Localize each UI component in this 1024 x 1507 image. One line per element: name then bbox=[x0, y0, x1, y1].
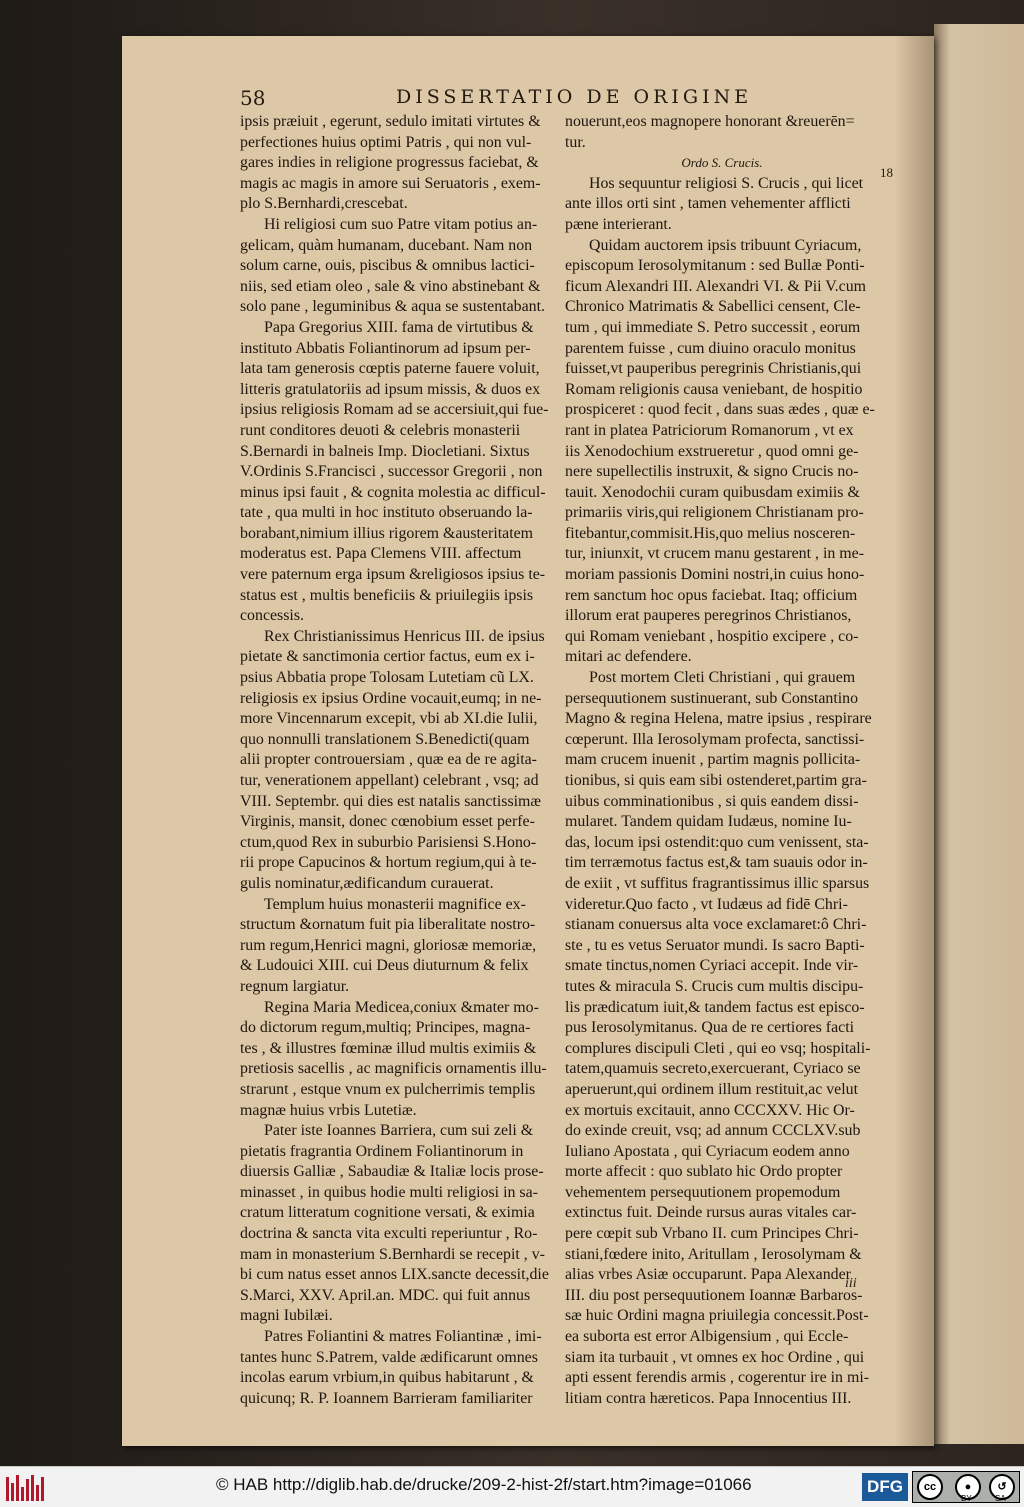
text-line: vehementem persequutionem propemodum bbox=[565, 1183, 841, 1201]
text-line: plo S.Bernhardi,crescebat. bbox=[240, 195, 408, 213]
share-alike-icon: ↺ bbox=[989, 1474, 1015, 1500]
text-line: Templum huius monasterii magnifice ex- bbox=[264, 895, 526, 913]
text-line: & Ludouici XIII. cui Deus diuturnum & felix bbox=[240, 957, 529, 975]
text-line: tes , & illustres fœminæ illud multis eximiis & bbox=[240, 1039, 537, 1057]
text-line: borabant,nimium illius rigorem &austeritatem bbox=[240, 524, 534, 542]
text-line: strarunt , estque vnum ex pulcherrimis templis bbox=[240, 1080, 536, 1098]
text-line: perfectiones huius optimi Patris , qui non vul- bbox=[240, 133, 532, 151]
text-line: alii propter controuersiam , quæ ea de re agita- bbox=[240, 751, 537, 769]
viewer-footer bbox=[0, 1466, 1024, 1507]
text-line: Magno & regina Helena, matre ipsius , respirare bbox=[565, 710, 872, 728]
text-line: gulis nominatur,ædificandum curauerat. bbox=[240, 874, 494, 892]
text-line: diuersis Galliæ , Sabaudiæ & Italiæ locis prose- bbox=[240, 1163, 544, 1181]
text-line: cœperunt. Illa Ierosolymam profecta, sanctissi- bbox=[565, 730, 865, 748]
text-line: cratum litteratum cognitione versati, & eximia bbox=[240, 1204, 535, 1222]
text-line: magnæ huius vrbis Lutetiæ. bbox=[240, 1101, 417, 1119]
text-line: Rex Christianissimus Henricus III. de ipsius bbox=[264, 627, 545, 645]
text-line: instituto Abbatis Foliantinorum ad ipsum per- bbox=[240, 339, 531, 357]
text-line: ipsius religiosis Romam ad se accersiuit,qui fue- bbox=[240, 401, 549, 419]
text-line: gares indies in religione progressus faciebat, & bbox=[240, 154, 539, 172]
text-line: alias vrbes Asiæ occuparunt. Papa Alexander bbox=[565, 1266, 851, 1284]
margin-note: 18 bbox=[880, 165, 893, 180]
text-line: stiani,fœdere inito, Aritullam , Ierosolymam & bbox=[565, 1245, 862, 1263]
text-line: illorum erat pauperes peregrinos Christianos, bbox=[565, 607, 852, 625]
hab-logo-icon bbox=[6, 1473, 46, 1501]
text-line: smate tinctus,nomen Cyriaci accepit. Inde vir- bbox=[565, 957, 859, 975]
text-line: Chronico Matrimatis & Sabellici censent, Cle- bbox=[565, 298, 861, 316]
text-line: nere supellectilis instruxit, & signo Crucis no- bbox=[565, 463, 859, 481]
text-line: morte affecit : quo sublato hic Ordo propter bbox=[565, 1163, 843, 1181]
page-number: 58 bbox=[240, 86, 266, 110]
text-line: ipsis præiuit , egerunt, sedulo imitati virtutes & bbox=[240, 113, 541, 130]
text-line: solum carne, ouis, piscibus & omnibus lactici- bbox=[240, 257, 535, 275]
text-line: incolas earum vrbium,in quibus habitarunt , & bbox=[240, 1369, 534, 1387]
text-line: de exiit , vt suffitus fragrantissimus illic sparsus bbox=[565, 874, 870, 892]
text-line: rem sanctum hoc opus faciebat. Itaq; officium bbox=[565, 586, 858, 604]
text-line: vere paternum erga ipsum &religiosos ipsius te- bbox=[240, 566, 546, 584]
text-line: tim terræmotus factus est,& tam suauis odor in- bbox=[565, 854, 868, 872]
text-line: Iuliano Apostata , qui Cyriacum eodem anno bbox=[565, 1142, 850, 1160]
text-line: extinctus fuit. Deinde rursus auras vitales car- bbox=[565, 1204, 857, 1222]
text-line: complures discipuli Cleti , qui eo vsq; hospitali- bbox=[565, 1039, 871, 1057]
text-line: Quidam auctorem ipsis tribuunt Cyriacum, bbox=[589, 236, 862, 254]
text-line: structum &ornatum fuit pia liberalitate nostro- bbox=[240, 916, 536, 934]
citation-link[interactable]: © HAB http://diglib.hab.de/drucke/209-2-hist-2f/start.htm?image=01066 bbox=[216, 1475, 752, 1494]
text-line: pretiosis sacellis , ac magnificis ornamentis illu- bbox=[240, 1060, 547, 1078]
text-line: episcopum Ierosolymitanum : sed Bullæ Ponti- bbox=[565, 257, 865, 275]
text-line: tur. bbox=[565, 133, 586, 151]
text-line: mam crucem inuenit , partim magnis pollicita- bbox=[565, 751, 861, 769]
text-line: ficum Alexandri III. Alexandri VI. & Pii V.cum bbox=[565, 277, 866, 295]
text-line: psius Abbatia prope Tolosam Lutetiam cũ LX. bbox=[240, 669, 534, 687]
text-line: tionibus, si quis eam sibi ostenderet,partim gra- bbox=[565, 772, 867, 789]
text-line: tum , qui immediate S. Petro successit , eorum bbox=[565, 318, 861, 336]
text-line: uibus comminationibus , si quis eandem dissi- bbox=[565, 792, 859, 810]
text-line: videretur.Quo facto , vt Iudæus ad fidē Chri- bbox=[565, 895, 848, 913]
by-attribution-icon: ● bbox=[955, 1474, 981, 1500]
text-line: siam ita turbauit , vt omnes ex hoc Ordine , qui bbox=[565, 1348, 865, 1366]
text-line: Post mortem Cleti Christiani , qui grauem bbox=[589, 669, 856, 687]
text-line: aperuerunt,qui ordinem illum restituit,ac velut bbox=[565, 1080, 859, 1098]
text-line: bi cum natus esset annos LIX.sancte decessit,die bbox=[240, 1266, 549, 1284]
text-line: litteris gratulatoriis ad ipsum missis, & duos ex bbox=[240, 380, 541, 398]
text-line: Pater iste Ioannes Barriera, cum sui zeli & bbox=[264, 1122, 534, 1140]
text-line: quicunq; R. P. Ioannem Barrieram familiariter bbox=[240, 1389, 533, 1407]
text-line: niis, sed etiam oleo , sale & vino abstinebant & bbox=[240, 277, 541, 295]
text-line: mitari ac defendere. bbox=[565, 648, 692, 666]
text-line: iis Xenodochium exstrueretur , quod omni ge- bbox=[565, 442, 859, 460]
text-line: regnum largiatur. bbox=[240, 977, 350, 995]
text-line: ex mortuis excitauit, anno CCCXXV. Hic Or- bbox=[565, 1101, 855, 1119]
text-line: pietate & sanctimonia certior factus, eum ex i- bbox=[240, 648, 535, 666]
text-line: V.Ordinis S.Francisci , successor Gregorii , non bbox=[240, 463, 543, 481]
text-line: fuisset,vt pauperibus peregrinis Christianis,qui bbox=[565, 360, 862, 378]
text-line: rant in platea Patriciorum Romanorum , vt ex bbox=[565, 421, 854, 439]
text-line: Hi religiosi cum suo Patre vitam potius an- bbox=[264, 215, 538, 233]
text-line: primariis viris,qui religionem Christianam pro- bbox=[565, 504, 864, 522]
text-line: mam in monasterium S.Bernhardi se recepit , v- bbox=[240, 1245, 545, 1263]
text-line: rii prope Capucinos & hortum regium,qui à te- bbox=[240, 854, 537, 872]
text-line: lis prædicatum iuit,& tandem factus est episco- bbox=[565, 998, 865, 1016]
text-line: tauit. Xenodochii curam quibusdam eximiis & bbox=[565, 483, 860, 501]
text-line: Romam religionis causa veniebant, de hospitio bbox=[565, 380, 863, 398]
text-line: ste , tu es vetus Seruator mundi. Is sacro Bapti- bbox=[565, 936, 865, 954]
text-line: mularet. Tandem quidam Iudæus, nomine Iu- bbox=[565, 813, 852, 831]
text-line: ante illos orti sint , tamen vehementer afflicti bbox=[565, 195, 851, 213]
text-line: Hos sequuntur religiosi S. Crucis , qui licet bbox=[589, 174, 864, 192]
text-line: do exinde creuit, vsq; ad annum CCCLXV.sub bbox=[565, 1122, 861, 1140]
facing-page-edge bbox=[934, 24, 1024, 1444]
text-line: minus ipsi fauit , & cognita molestia ac difficul- bbox=[240, 483, 546, 501]
text-line: Papa Gregorius XIII. fama de virtutibus & bbox=[264, 318, 534, 336]
text-line: qui Romam veniebant , hospitio excipere , co- bbox=[565, 627, 859, 645]
text-line: magis ac magis in amore sui Seruatoris , exem- bbox=[240, 174, 541, 192]
text-line: quo nonnulli translationem S.Benedicti(quam bbox=[240, 730, 530, 748]
text-line: religiosis ex ipsius Ordine vocauit,eumq; in ne- bbox=[240, 689, 542, 707]
text-line: tutes & miracula S. Crucis cum multis discipu- bbox=[565, 977, 864, 995]
cc-license-badge[interactable] bbox=[912, 1471, 1020, 1503]
text-line: Regina Maria Medicea,coniux &mater mo- bbox=[264, 998, 539, 1016]
text-line: concessis. bbox=[240, 607, 304, 625]
text-line: gelicam, quàm humanam, ducebant. Nam non bbox=[240, 236, 533, 254]
text-line: sæ huic Ordini magna priuilegia concessit.Post- bbox=[565, 1307, 869, 1325]
text-line: tatem,quamuis secreto,exercuerant, Cyriaco se bbox=[565, 1060, 861, 1078]
text-line: solo pane , leguminibus & aqua se sustentabant. bbox=[240, 298, 545, 316]
text-line: pus Ierosolymitanus. Qua de re certiores facti bbox=[565, 1019, 855, 1037]
section-heading: Ordo S. Crucis. bbox=[681, 155, 763, 171]
text-line: III. diu post persequutionem Ioannæ Barbaros- bbox=[565, 1286, 863, 1304]
text-line: VIII. Septembr. qui dies est natalis sanctissimæ bbox=[240, 792, 541, 810]
text-line: Virginis, mansit, donec cœnobium esset perfe- bbox=[240, 813, 535, 831]
page-header bbox=[240, 86, 753, 112]
text-line: tur, iniunxit, vt crucem manu gestarent , in me- bbox=[565, 545, 864, 563]
text-line: Patres Foliantini & matres Foliantinæ , imi- bbox=[264, 1328, 542, 1346]
cc-by-label: BY bbox=[961, 1494, 972, 1503]
text-line: prospiceret : quod fecit , dans suas ædes , quæ e- bbox=[565, 401, 875, 419]
text-line: moderatus est. Papa Clemens VIII. affectum bbox=[240, 545, 522, 563]
text-line: minasset , in quibus hodie multi religiosi in sa- bbox=[240, 1183, 538, 1201]
text-line: pere cœpit sub Vrbano II. cum Principes Chri- bbox=[565, 1225, 859, 1243]
text-line: stianam conuersus alta voce exclamaret:ô Chri- bbox=[565, 916, 867, 934]
text-line: apti essent ferendis armis , cogerentur ire in mi- bbox=[565, 1369, 870, 1387]
text-line: magni Iubilæi. bbox=[240, 1307, 333, 1325]
text-line: nouerunt,eos magnopere honorant &reuerēn= bbox=[565, 113, 855, 130]
running-title: DISSERTATIO DE ORIGINE bbox=[396, 86, 753, 108]
text-line: ctum,quod Rex in suburbio Parisiensi S.Hono- bbox=[240, 833, 537, 851]
page-gutter-shadow bbox=[894, 36, 934, 1446]
text-line: S.Marci, XXV. April.an. MDC. qui fuit annus bbox=[240, 1286, 531, 1304]
catchword: iii bbox=[845, 1276, 857, 1291]
text-line: rum regum,Henrici magni, gloriosæ memoriæ, bbox=[240, 936, 537, 954]
dfg-logo: DFG bbox=[862, 1473, 908, 1501]
text-line: do dictorum regum,multiq; Principes, magna- bbox=[240, 1019, 531, 1037]
text-line: status est , multis beneficiis & priuilegiis ipsis bbox=[240, 586, 534, 604]
right-text-column bbox=[565, 112, 879, 1409]
text-line: pietatis fragrantia Ordinem Foliantinorum in bbox=[240, 1142, 524, 1160]
text-line: moriam passionis Domini nostri,in cuius hono- bbox=[565, 566, 865, 584]
text-line: S.Bernardi in balneis Imp. Diocletiani. Sixtus bbox=[240, 442, 530, 460]
text-line: das, locum ipsi ostendit:quo cum venissent, sta- bbox=[565, 833, 869, 851]
text-line: pæne interierant. bbox=[565, 215, 672, 233]
text-line: doctrina & sancta vita exculti reperiuntur , Ro- bbox=[240, 1225, 538, 1243]
text-line: runt conditores deuoti & celebris monasterii bbox=[240, 421, 521, 439]
left-text-column bbox=[240, 112, 558, 1409]
text-line: fitebantur,commisit.His,quo melius nosceren- bbox=[565, 524, 856, 542]
text-line: ea suborta est error Albigensium , qui Eccle- bbox=[565, 1328, 849, 1346]
text-line: parentem fuisse , cum diuino oraculo monitus bbox=[565, 339, 856, 357]
text-line: tate , qua multi in hoc instituto obseruando la- bbox=[240, 504, 533, 522]
text-line: tantes hunc S.Patrem, valde ædificarunt omnes bbox=[240, 1348, 538, 1366]
cc-icon: cc bbox=[917, 1474, 943, 1500]
text-line: more Vincennarum excepit, vbi ab XI.die Iulii, bbox=[240, 710, 538, 728]
text-line: lata tam generosis cœptis paterne fauere voluit, bbox=[240, 360, 540, 378]
cc-sa-label: SA bbox=[995, 1494, 1006, 1503]
text-line: persequutionem sustinuerant, sub Constantino bbox=[565, 689, 859, 707]
text-line: litiam contra hæreticos. Papa Innocentius III. bbox=[565, 1389, 852, 1407]
text-line: tur, venerationem appellant) celebrant , vsq; ad bbox=[240, 772, 539, 789]
